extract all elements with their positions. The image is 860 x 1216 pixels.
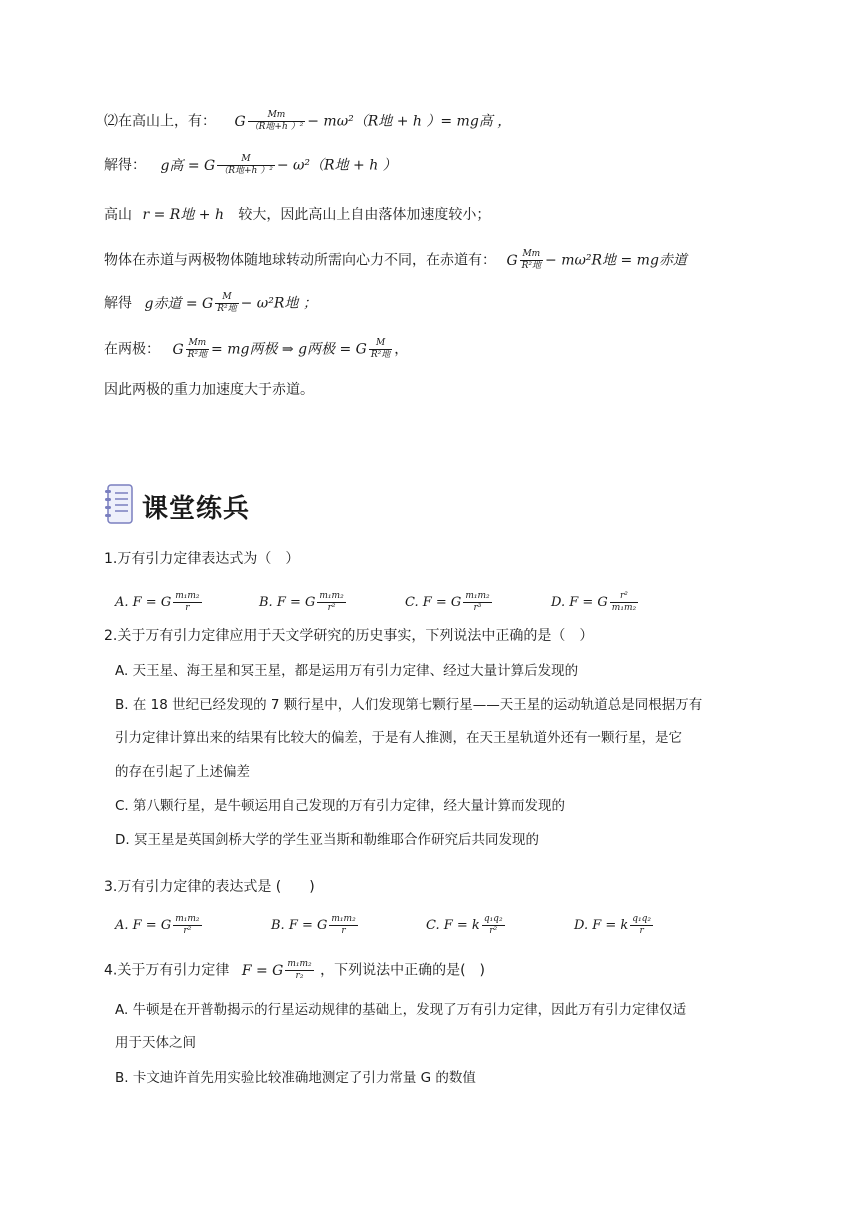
solution-line-4: [104, 249, 687, 272]
formula: g高 = G: [160, 157, 216, 174]
fraction-denominator: r₂: [295, 971, 304, 981]
fraction: [285, 959, 313, 982]
fraction-numerator: Mm: [186, 338, 209, 350]
fraction-denominator: r²: [489, 926, 498, 936]
fraction-numerator: m₁m₂: [287, 959, 312, 969]
solution-text: 高山: [104, 207, 132, 223]
option-label: A. F = G: [115, 918, 172, 933]
question-4-stem: [104, 959, 485, 982]
q2-option-d: D. 冥王星是英国剑桥大学的学生亚当斯和勒维耶合作研究后共同发现的: [115, 832, 539, 848]
fraction-denominator: r²: [183, 926, 192, 936]
fraction: [217, 154, 275, 177]
solution-text: 解得：: [104, 157, 146, 174]
fraction-denominator: r: [639, 926, 644, 936]
q3-option-d: [574, 914, 655, 937]
fraction-denominator: r: [185, 603, 190, 613]
q4-option-b: B. 卡文迪许首先用实验比较准确地测定了引力常量 G 的数值: [115, 1070, 476, 1086]
q2-option-b-line-3: 的存在引起了上述偏差: [115, 764, 250, 780]
solution-line-7: 因此两极的重力加速度大于赤道。: [104, 382, 314, 398]
option-label: A. F = G: [115, 595, 172, 610]
formula: F = G: [241, 962, 284, 979]
q1-option-d: [551, 591, 640, 614]
option-label: D. F = k: [574, 918, 629, 933]
solution-text: 在两极：: [104, 341, 160, 358]
question-3-stem: 3.万有引力定律的表达式是 ( ): [104, 879, 315, 895]
fraction-denominator: r: [341, 926, 346, 936]
formula: G: [172, 341, 184, 358]
fraction: [369, 338, 392, 361]
fraction-numerator: Mm: [248, 110, 306, 122]
formula: − ω²R地 ；: [240, 295, 317, 312]
fraction-denominator: R²地: [187, 350, 208, 360]
fraction-numerator: Mm: [520, 249, 543, 261]
formula: − ω²（R地 + h ）: [276, 157, 397, 174]
solution-line-3: [104, 205, 490, 225]
q1-option-a: [115, 591, 204, 614]
solution-text: 解得: [104, 295, 132, 312]
fraction-numerator: q₁q₂: [483, 914, 503, 924]
fraction: [482, 914, 505, 937]
section-title: 课堂练兵: [142, 493, 251, 524]
q2-option-b-line-2: 引力定律计算出来的结果有比较大的偏差，于是有人推测，在天王星轨道外还有一颗行星，是它: [115, 730, 682, 746]
fraction: [186, 338, 209, 361]
solution-text: ⑵在高山上，有：: [104, 113, 216, 130]
fraction-denominator: R²地: [521, 261, 542, 271]
fraction: [173, 591, 201, 614]
solution-line-5: [104, 292, 317, 315]
q3-option-a: [115, 914, 204, 937]
fraction-numerator: m₁m₂: [175, 914, 200, 924]
fraction: [630, 914, 653, 937]
question-text: 4.关于万有引力定律: [104, 962, 230, 979]
q3-option-c: [426, 914, 507, 937]
formula: r = R地 + h: [142, 207, 224, 223]
q2-option-a: A. 天王星、海王星和冥王星，都是运用万有引力定律、经过大量计算后发现的: [115, 663, 579, 679]
option-label: D. F = G: [551, 595, 608, 610]
formula: = mg两极 ⇒ g两极 = G: [211, 341, 367, 358]
fraction: [215, 292, 238, 315]
fraction-numerator: M: [369, 338, 392, 350]
q4-option-a-line-2: 用于天体之间: [115, 1035, 196, 1051]
q1-option-c: [405, 591, 494, 614]
fraction-denominator: r²: [327, 603, 336, 613]
fraction-numerator: r²: [610, 591, 638, 603]
fraction-denominator: m₁m₂: [611, 603, 637, 613]
formula: G: [234, 113, 246, 130]
fraction: [173, 914, 201, 937]
formula: g赤道 = G: [144, 295, 214, 312]
fraction-denominator: （R地+h ）²: [219, 166, 273, 176]
solution-text: 较大，因此高山上自由落体加速度较小；: [238, 207, 491, 223]
option-label: B. F = G: [259, 595, 316, 610]
formula: − mω²（R地 + h ）= mg高 ，: [307, 113, 512, 130]
fraction-denominator: r³: [473, 603, 482, 613]
option-label: C. F = G: [405, 595, 462, 610]
solution-line-1: [104, 110, 511, 133]
fraction-numerator: m₁m₂: [465, 591, 490, 601]
fraction-numerator: m₁m₂: [319, 591, 344, 601]
notebook-icon: [104, 483, 136, 529]
fraction: [317, 591, 345, 614]
option-label: C. F = k: [426, 918, 480, 933]
formula: G: [506, 252, 518, 269]
q1-option-b: [259, 591, 348, 614]
question-1-stem: 1.万有引力定律表达式为（ ）: [104, 551, 300, 567]
q2-option-c: C. 第八颗行星，是牛顿运用自己发现的万有引力定律，经大量计算而发现的: [115, 798, 566, 814]
fraction-numerator: m₁m₂: [175, 591, 200, 601]
fraction: [463, 591, 491, 614]
q3-option-b: [271, 914, 360, 937]
option-label: B. F = G: [271, 918, 328, 933]
question-text: ，下列说法中正确的是( ): [320, 962, 486, 979]
solution-text: ，: [394, 341, 409, 358]
section-header: [104, 484, 250, 528]
fraction: [248, 110, 306, 133]
fraction-denominator: R²地: [370, 350, 391, 360]
fraction: [520, 249, 543, 272]
fraction-numerator: M: [217, 154, 275, 166]
q2-option-b-line-1: B. 在 18 世纪已经发现的 7 颗行星中，人们发现第七颗行星——天王星的运动轨道总是同根据万有: [115, 697, 703, 713]
fraction-denominator: R²地: [217, 304, 237, 314]
fraction: [610, 591, 638, 614]
solution-line-6: [104, 338, 408, 361]
solution-text: 物体在赤道与两极物体随地球转动所需向心力不同，在赤道有：: [104, 252, 496, 269]
fraction-numerator: m₁m₂: [331, 914, 356, 924]
q4-option-a-line-1: A. 牛顿是在开普勒揭示的行星运动规律的基础上，发现了万有引力定律，因此万有引力定律仅适: [115, 1002, 687, 1018]
fraction: [329, 914, 357, 937]
question-2-stem: 2.关于万有引力定律应用于天文学研究的历史事实，下列说法中正确的是（ ）: [104, 628, 594, 644]
fraction-numerator: M: [215, 292, 238, 304]
fraction-numerator: q₁q₂: [632, 914, 652, 924]
solution-line-2: [104, 154, 397, 177]
fraction-denominator: （R地+h ）²: [249, 122, 304, 132]
formula: − mω²R地 = mg赤道: [545, 252, 687, 269]
